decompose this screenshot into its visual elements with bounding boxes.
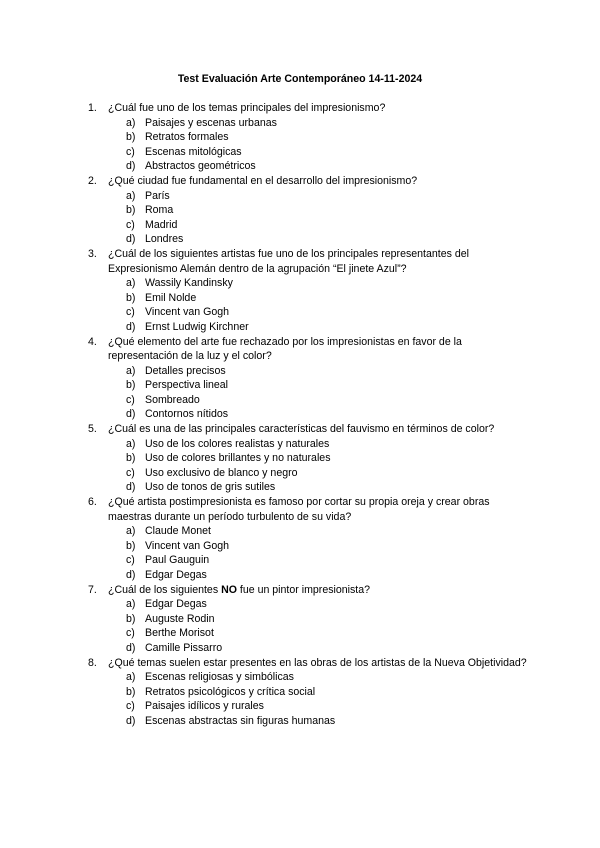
question-text: ¿Qué temas suelen estar presentes en las obras de los artistas de la Nueva Objetividad? [108,656,527,669]
option-text: Edgar Degas [145,598,207,611]
question-number: 4. [88,335,97,348]
option-text: París [145,189,170,202]
option-letter: c) [126,466,135,479]
option-letter: c) [126,145,135,158]
option-b [108,685,528,700]
question-text [108,583,528,598]
option-letter: c) [126,700,135,713]
option-text: Londres [145,233,184,246]
option-letter: b) [126,539,136,552]
option-letter: b) [126,379,136,392]
option-a [108,597,528,612]
option-list [108,437,528,495]
question-text: ¿Cuál de los siguientes artistas fue uno de los principales representantes del Expresionismo Alemán dentro de la agrupación “El jinete Azul”? [108,247,469,275]
option-text: Vincent van Gogh [145,306,230,319]
option-b [108,130,528,145]
question-number: 6. [88,496,97,509]
option-letter: b) [126,612,136,625]
option-text: Escenas religiosas y simbólicas [145,671,294,684]
option-text: Wassily Kandinsky [145,277,233,290]
option-text: Roma [145,204,174,217]
option-letter: d) [126,569,136,581]
option-b [108,451,528,466]
option-b [108,291,528,306]
option-text: Edgar Degas [145,569,207,581]
option-text: Paul Gauguin [145,554,210,567]
question-4 [88,335,528,423]
option-letter: a) [126,364,136,377]
option-letter: a) [126,671,136,684]
option-letter: d) [126,714,136,727]
question-number: 1. [88,102,97,114]
option-a [108,116,528,131]
option-text: Uso de tonos de gris sutiles [145,481,276,494]
option-d [108,641,528,656]
option-list [108,524,528,582]
option-c [108,553,528,568]
option-d [108,714,528,729]
option-b [108,378,528,393]
question-text: ¿Qué elemento del arte fue rechazado por los impresionistas en favor de la representación de la luz y el color? [108,335,462,363]
option-letter: d) [126,481,136,494]
option-list [108,276,528,334]
option-text: Uso de colores brillantes y no naturales [145,452,331,465]
question-8 [88,656,528,729]
question-2 [88,174,528,247]
option-letter: a) [126,116,136,129]
option-c [108,626,528,641]
question-list [88,101,528,729]
option-text: Vincent van Gogh [145,539,230,552]
option-letter: d) [126,641,136,654]
option-letter: d) [126,233,136,246]
page-title: Test Evaluación Arte Contemporáneo 14-11-2024 [177,73,423,85]
option-b [108,203,528,218]
option-text: Retratos formales [145,131,229,144]
option-c [108,466,528,481]
option-letter: b) [126,291,136,304]
option-text: Ernst Ludwig Kirchner [145,320,249,333]
option-text: Auguste Rodin [145,612,215,625]
option-c [108,305,528,320]
option-d [108,568,528,583]
option-c [108,218,528,233]
option-a [108,276,528,291]
option-text: Emil Nolde [145,291,197,304]
option-text: Uso de los colores realistas y naturales [145,437,330,450]
option-letter: d) [126,408,136,421]
option-d [108,159,528,174]
option-text: Escenas abstractas sin figuras humanas [145,714,336,727]
question-number: 8. [88,656,97,669]
option-letter: a) [126,598,136,611]
option-letter: d) [126,320,136,333]
option-text: Perspectiva lineal [145,379,229,392]
question-5 [88,422,528,495]
question-number: 3. [88,247,97,260]
question-number: 7. [88,583,97,596]
option-letter: b) [126,131,136,144]
option-text: Claude Monet [145,525,211,538]
option-list [108,189,528,247]
option-text: Uso exclusivo de blanco y negro [145,466,298,479]
option-text: Detalles precisos [145,364,226,377]
question-6 [88,495,528,583]
option-a [108,524,528,539]
option-letter: c) [126,306,135,319]
option-text: Contornos nítidos [145,408,229,421]
option-text: Berthe Morisot [145,627,214,640]
option-list [108,364,528,422]
question-3 [88,247,528,335]
option-letter: c) [126,554,135,567]
option-a [108,437,528,452]
option-letter: a) [126,277,136,290]
option-letter: b) [126,452,136,465]
option-d [108,480,528,495]
question-text-emphasis: NO [221,583,237,596]
option-text: Paisajes idílicos y rurales [145,700,264,713]
question-1 [88,101,528,174]
option-list [108,116,528,174]
option-a [108,364,528,379]
option-c [108,145,528,160]
question-number: 2. [88,174,97,187]
question-text: ¿Qué artista postimpresionista es famoso por cortar su propia oreja y crear obras maestras durante un período turbulento de su vida? [108,496,490,523]
option-a [108,670,528,685]
option-letter: a) [126,525,136,538]
question-text: ¿Cuál fue uno de los temas principales del impresionismo? [108,102,386,114]
option-letter: c) [126,627,135,640]
option-list [108,670,528,728]
question-text: ¿Cuál es una de las principales características del fauvismo en términos de color? [108,423,495,436]
option-b [108,539,528,554]
option-c [108,699,528,714]
option-text: Escenas mitológicas [145,145,242,158]
option-text: Madrid [145,218,178,231]
question-number: 5. [88,423,97,436]
option-a [108,189,528,204]
option-list [108,597,528,655]
option-letter: c) [126,393,135,406]
option-d [108,232,528,247]
question-7 [88,583,528,656]
option-letter: b) [126,204,136,217]
option-letter: a) [126,437,136,450]
option-text: Sombreado [145,393,200,406]
option-b [108,612,528,627]
question-text-after: fue un pintor impresionista? [236,583,371,596]
question-text-before: ¿Cuál de los siguientes [108,583,222,596]
option-letter: d) [126,160,136,173]
option-text: Paisajes y escenas urbanas [145,116,277,129]
option-c [108,393,528,408]
option-text: Retratos psicológicos y crítica social [145,685,316,698]
option-d [108,320,528,335]
question-text: ¿Qué ciudad fue fundamental en el desarrollo del impresionismo? [108,174,418,187]
option-letter: a) [126,189,136,202]
option-d [108,407,528,422]
option-text: Camille Pissarro [145,641,223,654]
option-text: Abstractos geométricos [145,160,256,173]
option-letter: c) [126,218,135,231]
option-letter: b) [126,685,136,698]
